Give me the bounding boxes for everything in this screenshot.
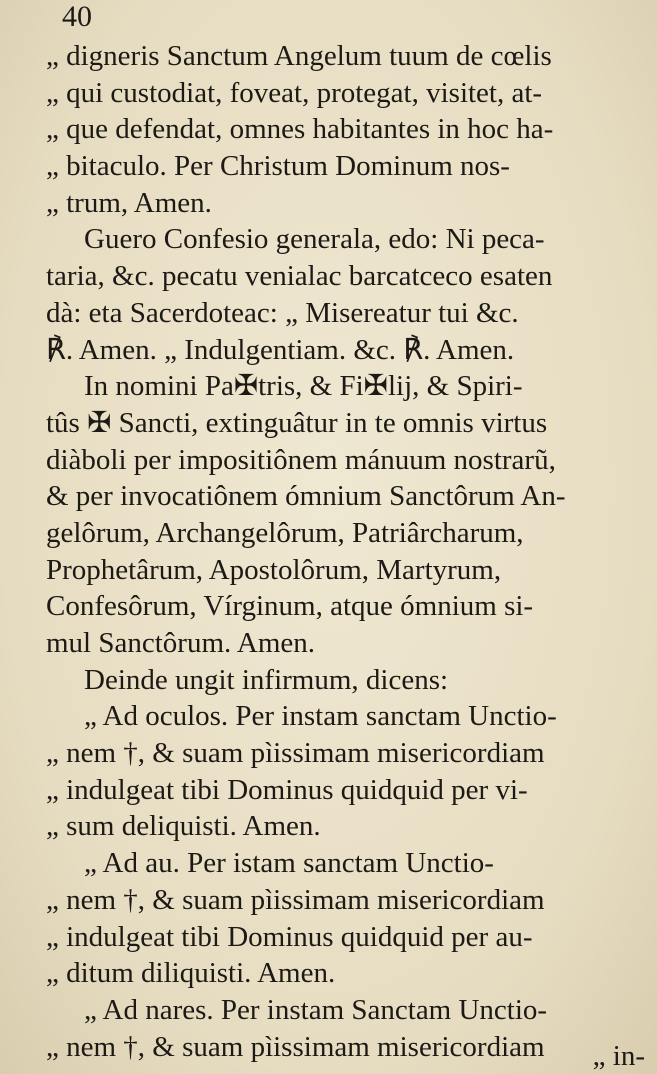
text-line: „ indulgeat tibi Dominus quidquid per au-: [46, 920, 533, 953]
text-line: & per invocatiônem ómnium Sanctôrum An-: [46, 480, 566, 513]
text-line: Guero Confesio generala, edo: Ni peca-: [84, 223, 545, 256]
text-line: ℟. Amen. „ Indulgentiam. &c. ℟. Amen.: [46, 333, 515, 366]
text-line: taria, &c. pecatu venialac barcatceco esaten: [46, 260, 553, 293]
text-line: „ digneris Sanctum Angelum tuum de cœlis: [46, 40, 552, 72]
text-line: „ sum deliquisti. Amen.: [46, 810, 321, 843]
text-line: gelôrum, Archangelôrum, Patriârcharum,: [46, 516, 524, 549]
text-line: „ bitaculo. Per Christum Dominum nos-: [46, 150, 510, 183]
text-line: Deinde ungit infirmum, dicens:: [84, 663, 449, 696]
text-line: In nomini Pa✠tris, & Fi✠lij, & Spiri-: [84, 370, 523, 403]
text-line: „ Ad oculos. Per instam sanctam Unctio-: [84, 700, 557, 733]
text-line: „ que defendat, omnes habitantes in hoc ha-: [46, 113, 554, 146]
text-line: „ Ad au. Per istam sanctam Unctio-: [84, 847, 494, 880]
text-line: „ nem †, & suam pìissimam misericordiam: [46, 883, 545, 916]
text-line: mul Sanctôrum. Amen.: [46, 627, 316, 659]
page-body: [46, 38, 646, 1065]
text-line: Prophetârum, Apostolôrum, Martyrum,: [46, 553, 502, 586]
catchword: „ in-: [592, 1040, 645, 1072]
text-line: „ Ad nares. Per instam Sanctam Unctio-: [84, 993, 548, 1026]
page-number: 40: [62, 0, 92, 33]
text-line: „ ditum diliquisti. Amen.: [46, 957, 336, 990]
text-line: tûs ✠ Sancti, extinguâtur in te omnis virtus: [46, 406, 548, 439]
text-line: „ indulgeat tibi Dominus quidquid per vi-: [46, 773, 528, 806]
text-line: Confesôrum, Vírginum, atque ómnium si-: [46, 590, 534, 623]
text-line: dà: eta Sacerdoteac: „ Misereatur tui &c.: [46, 296, 519, 329]
text-line: „ trum, Amen.: [46, 186, 212, 219]
text-line: diàboli per impositiônem mánuum nostrarũ,: [46, 443, 556, 476]
text-line: „ qui custodiat, foveat, protegat, visitet, at-: [46, 76, 543, 109]
text-line: „ nem †, & suam pìissimam misericordiam: [46, 737, 545, 770]
text-line: „ nem †, & suam pìissimam misericordiam: [46, 1030, 545, 1063]
